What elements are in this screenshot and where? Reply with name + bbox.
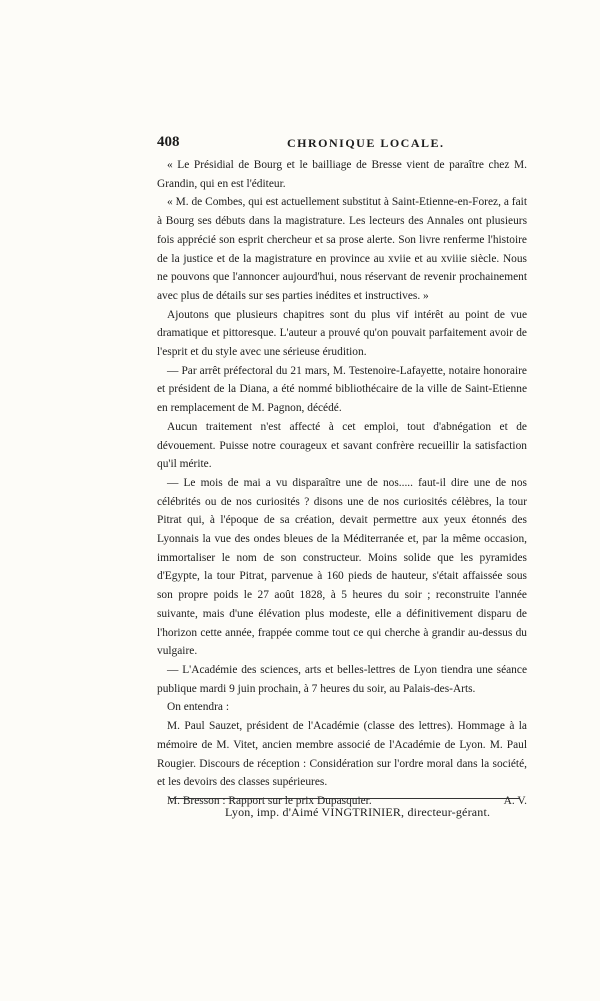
article-body [157, 156, 527, 811]
paragraph-book-comment: Ajoutons que plusieurs chapitres sont du plus vif intérêt au point de vue dramatique et pittoresque. L'auteur a prouvé qu'on pouvait parfaitement avoir de l'esprit et du style avec une sérieuse érudition. [157, 308, 527, 359]
author-initials: A. V. [503, 794, 527, 807]
paragraph-academie-session: — L'Académie des sciences, arts et belles-lettres de Lyon tiendra une séance publique mardi 9 juin prochain, à 7 heures du soir, au Palais-des-Arts. [157, 663, 527, 695]
page-header [157, 134, 527, 154]
running-head: CHRONIQUE LOCALE. [287, 136, 445, 150]
paragraph-speakers: M. Paul Sauzet, président de l'Académie (classe des lettres). Hommage à la mémoire de M. Vitet, ancien membre associé de l'Académie de Lyon. M. Paul Rougier. Discours de réception : Considération sur l'ordre moral dans la société, et les devoirs des classes supérieures. [157, 720, 527, 789]
page-number: 408 [157, 134, 180, 150]
printer-imprint: Lyon, imp. d'Aimé VINGTRINIER, directeur-gérant. [225, 805, 491, 819]
bresson-report: M. Bresson : Rapport sur le prix Dupasquier. [167, 794, 372, 807]
paragraph-book-announcement: « Le Présidial de Bourg et le bailliage de Bresse vient de paraître chez M. Grandin, qui en est l'éditeur. [157, 159, 527, 190]
paragraph-book-review: « M. de Combes, qui est actuellement substitut à Saint-Etienne-en-Forez, a fait à Bourg ses débuts dans la magistrature. Les lecteurs des Annales ont plusieurs fois apprécié son esprit chercheur et sa prose alerte. Son livre renferme l'histoire de la justice et de la magistrature en province au xviie et au xviiie siècle. Nous ne pouvons que l'annoncer aujourd'hui, nous réservant de revenir prochainement avec plus de détails sur ses parties inédites et instructives. » [157, 196, 527, 302]
paragraph-on-entendra: On entendra : [167, 701, 229, 714]
paragraph-librarian-comment: Aucun traitement n'est affecté à cet emploi, tout d'abnégation et de dévouement. Puisse notre courageux et savant confrère recueillir la satisfaction qu'il mérite. [157, 420, 527, 471]
paragraph-librarian-appointment: — Par arrêt préfectoral du 21 mars, M. Testenoire-Lafayette, notaire honoraire et président de la Diana, a été nommé bibliothécaire de la ville de Saint-Etienne en remplacement de M. Pagnon, décédé. [157, 364, 527, 415]
footer-divider [170, 798, 520, 799]
paragraph-tour-pitrat: — Le mois de mai a vu disparaître une de nos..... faut-il dire une de nos célébrités ou de nos curiosités ? disons une de nos curiosités célèbres, la tour Pitrat qui, à l'époque de sa création, devait permettre aux yeux étonnés des Lyonnais la vue des ondes bleues de la Méditerranée et, par la même occasion, immortaliser le nom de son constructeur. Moins solide que les pyramides d'Egypte, la tour Pitrat, parvenue à 160 pieds de hauteur, s'était affaissée sous son propre poids le 27 août 1828, à 5 heures du soir ; reconstruite l'année suivante, mais d'une élévation plus modeste, elle a définitivement disparu de l'horizon cette année, frappée comme tout ce qui cherche à grandir au-dessus du vulgaire. [157, 476, 527, 658]
